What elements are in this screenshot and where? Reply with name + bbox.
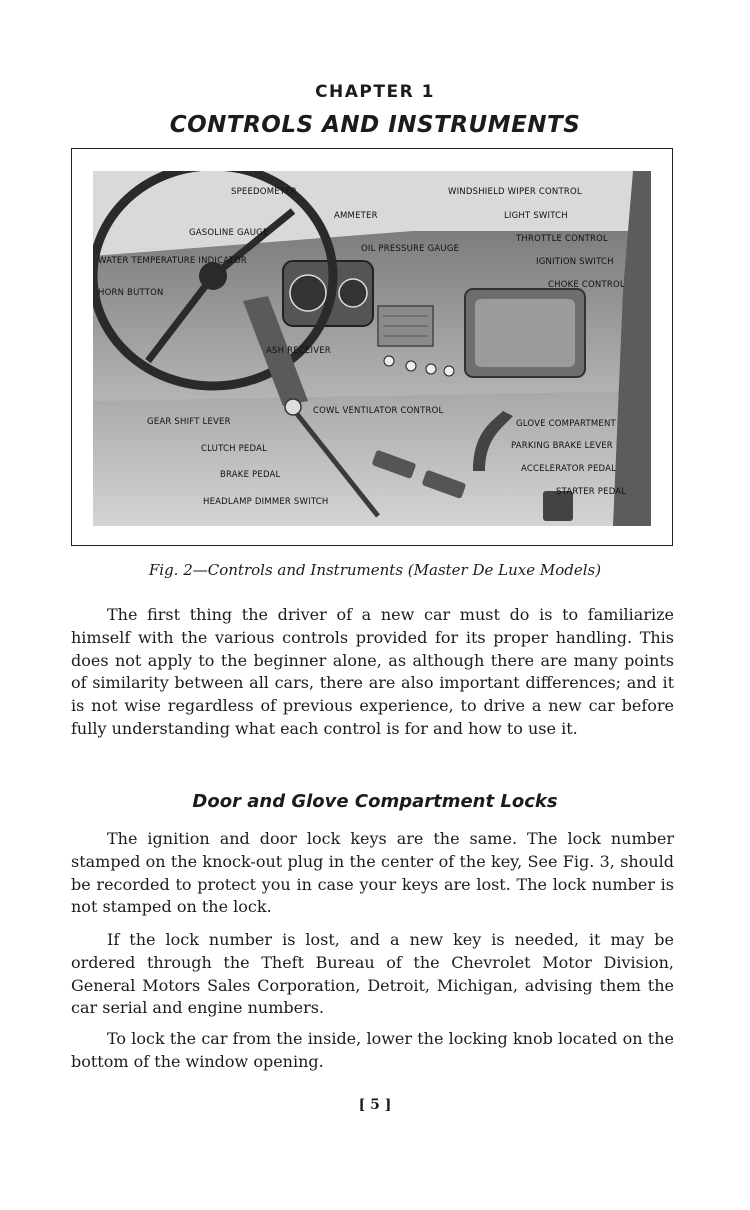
label-parking-brake: PARKING BRAKE LEVER — [511, 441, 613, 451]
label-accelerator: ACCELERATOR PEDAL — [521, 464, 617, 474]
page-number: [ 5 ] — [358, 1097, 392, 1113]
section-heading: Door and Glove Compartment Locks — [192, 791, 558, 812]
label-starter-pedal: STARTER PEDAL — [556, 487, 627, 497]
label-glove-compartment: GLOVE COMPARTMENT — [516, 419, 616, 429]
paragraph-lock-keys — [71, 828, 674, 919]
intro-text: The first thing the driver of a new car must do is to familiarize himself with the various controls provided for its proper handling. This does not apply to the beginner alone, as although there are many points of similarity between all cars, there are also important differences; and it is not wise regardless of previous experience, to drive a new car before fully understanding what each control is for and how to use it. — [71, 605, 674, 738]
label-brake-pedal: BRAKE PEDAL — [220, 470, 281, 480]
label-gear-shift: GEAR SHIFT LEVER — [147, 417, 231, 427]
figure-frame — [71, 148, 673, 546]
label-clutch-pedal: CLUTCH PEDAL — [201, 444, 268, 454]
paragraph-lost-number — [71, 929, 674, 1020]
label-ammeter: AMMETER — [334, 211, 378, 221]
chapter-number: CHAPTER 1 — [315, 82, 435, 102]
label-cowl-ventilator: COWL VENTILATOR CONTROL — [313, 406, 444, 416]
label-ignition-switch: IGNITION SWITCH — [536, 257, 614, 267]
chapter-title: CONTROLS AND INSTRUMENTS — [169, 112, 581, 138]
label-throttle-control: THROTTLE CONTROL — [516, 234, 608, 244]
label-light-switch: LIGHT SWITCH — [504, 211, 568, 221]
paragraph-text: The ignition and door lock keys are the same. The lock number stamped on the knock-out plug in the center of the key, See Fig. 3, should be recorded to protect you in case your keys are lost. The lock number is not stamped on the lock. — [71, 829, 674, 917]
label-choke-control: CHOKE CONTROL — [548, 280, 625, 290]
label-horn-button: HORN BUTTON — [98, 288, 164, 298]
label-water-temperature: WATER TEMPERATURE INDICATOR — [98, 256, 247, 266]
label-speedometer: SPEEDOMETER — [231, 187, 297, 197]
figure-caption: Fig. 2—Controls and Instruments (Master De Luxe Models) — [148, 561, 602, 579]
paragraph-text: If the lock number is lost, and a new key is needed, it may be ordered through the Theft Bureau of the Chevrolet Motor Division, General Motors Sales Corporation, Detroit, Michigan, advising them the car serial and engine numbers. — [71, 930, 674, 1018]
paragraph-locking-knob — [71, 1028, 674, 1074]
dashboard-photo — [93, 171, 651, 526]
label-oil-pressure: OIL PRESSURE GAUGE — [361, 244, 460, 254]
label-ash-receiver: ASH RECEIVER — [266, 346, 331, 356]
paragraph-text: To lock the car from the inside, lower the locking knob located on the bottom of the window opening. — [71, 1029, 674, 1071]
intro-paragraph — [71, 604, 674, 741]
label-windshield-wiper: WINDSHIELD WIPER CONTROL — [448, 187, 582, 197]
label-gasoline-gauge: GASOLINE GAUGE — [189, 228, 269, 238]
label-headlamp-dimmer: HEADLAMP DIMMER SWITCH — [203, 497, 329, 507]
